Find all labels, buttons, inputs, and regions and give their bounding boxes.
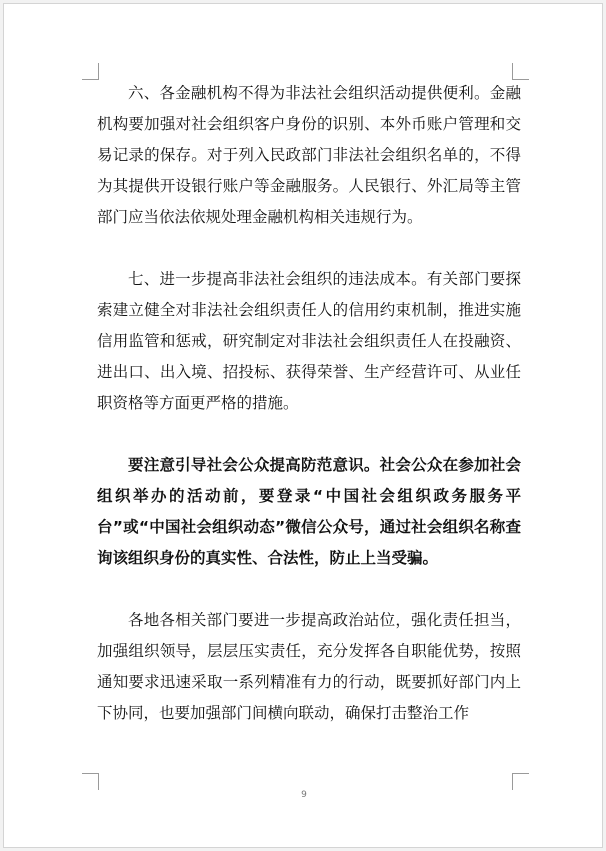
document-page — [3, 3, 603, 848]
crop-mark-bottom-left — [82, 773, 99, 790]
paragraph-closing: 各地各相关部门要进一步提高政治站位，强化责任担当，加强组织领导，层层压实责任，充分发挥各自职能优势，按照通知要求迅速采取一系列精准有力的行动，既要抓好部门内上下协同，也要加强部门间横向联动，确保打击整治工作 — [97, 611, 521, 722]
document-body[interactable] — [97, 78, 521, 729]
paragraph-spacer — [97, 419, 521, 450]
paragraph-public-awareness: 要注意引导社会公众提高防范意识。社会公众在参加社会组织举办的活动前，要登录“中国社会组织政务服务平台”或“中国社会组织动态”微信公众号，通过社会组织名称查询该组织身份的真实性、合法性，防止上当受骗。 — [97, 456, 521, 567]
paragraph-spacer — [97, 233, 521, 264]
paragraph-6: 六、各金融机构不得为非法社会组织活动提供便利。金融机构要加强对社会组织客户身份的识别、本外币账户管理和交易记录的保存。对于列入民政部门非法社会组织名单的，不得为其提供开设银行账户等金融服务。人民银行、外汇局等主管部门应当依法依规处理金融机构相关违规行为。 — [97, 84, 521, 226]
paragraph-7: 七、进一步提高非法社会组织的违法成本。有关部门要探索建立健全对非法社会组织责任人的信用约束机制，推进实施信用监管和惩戒，研究制定对非法社会组织责任人在投融资、进出口、出入境、招投标、获得荣誉、生产经营许可、从业任职资格等方面更严格的措施。 — [97, 270, 521, 412]
page-number: 9 — [301, 790, 307, 800]
crop-mark-bottom-right — [512, 773, 529, 790]
paragraph-spacer — [97, 574, 521, 605]
